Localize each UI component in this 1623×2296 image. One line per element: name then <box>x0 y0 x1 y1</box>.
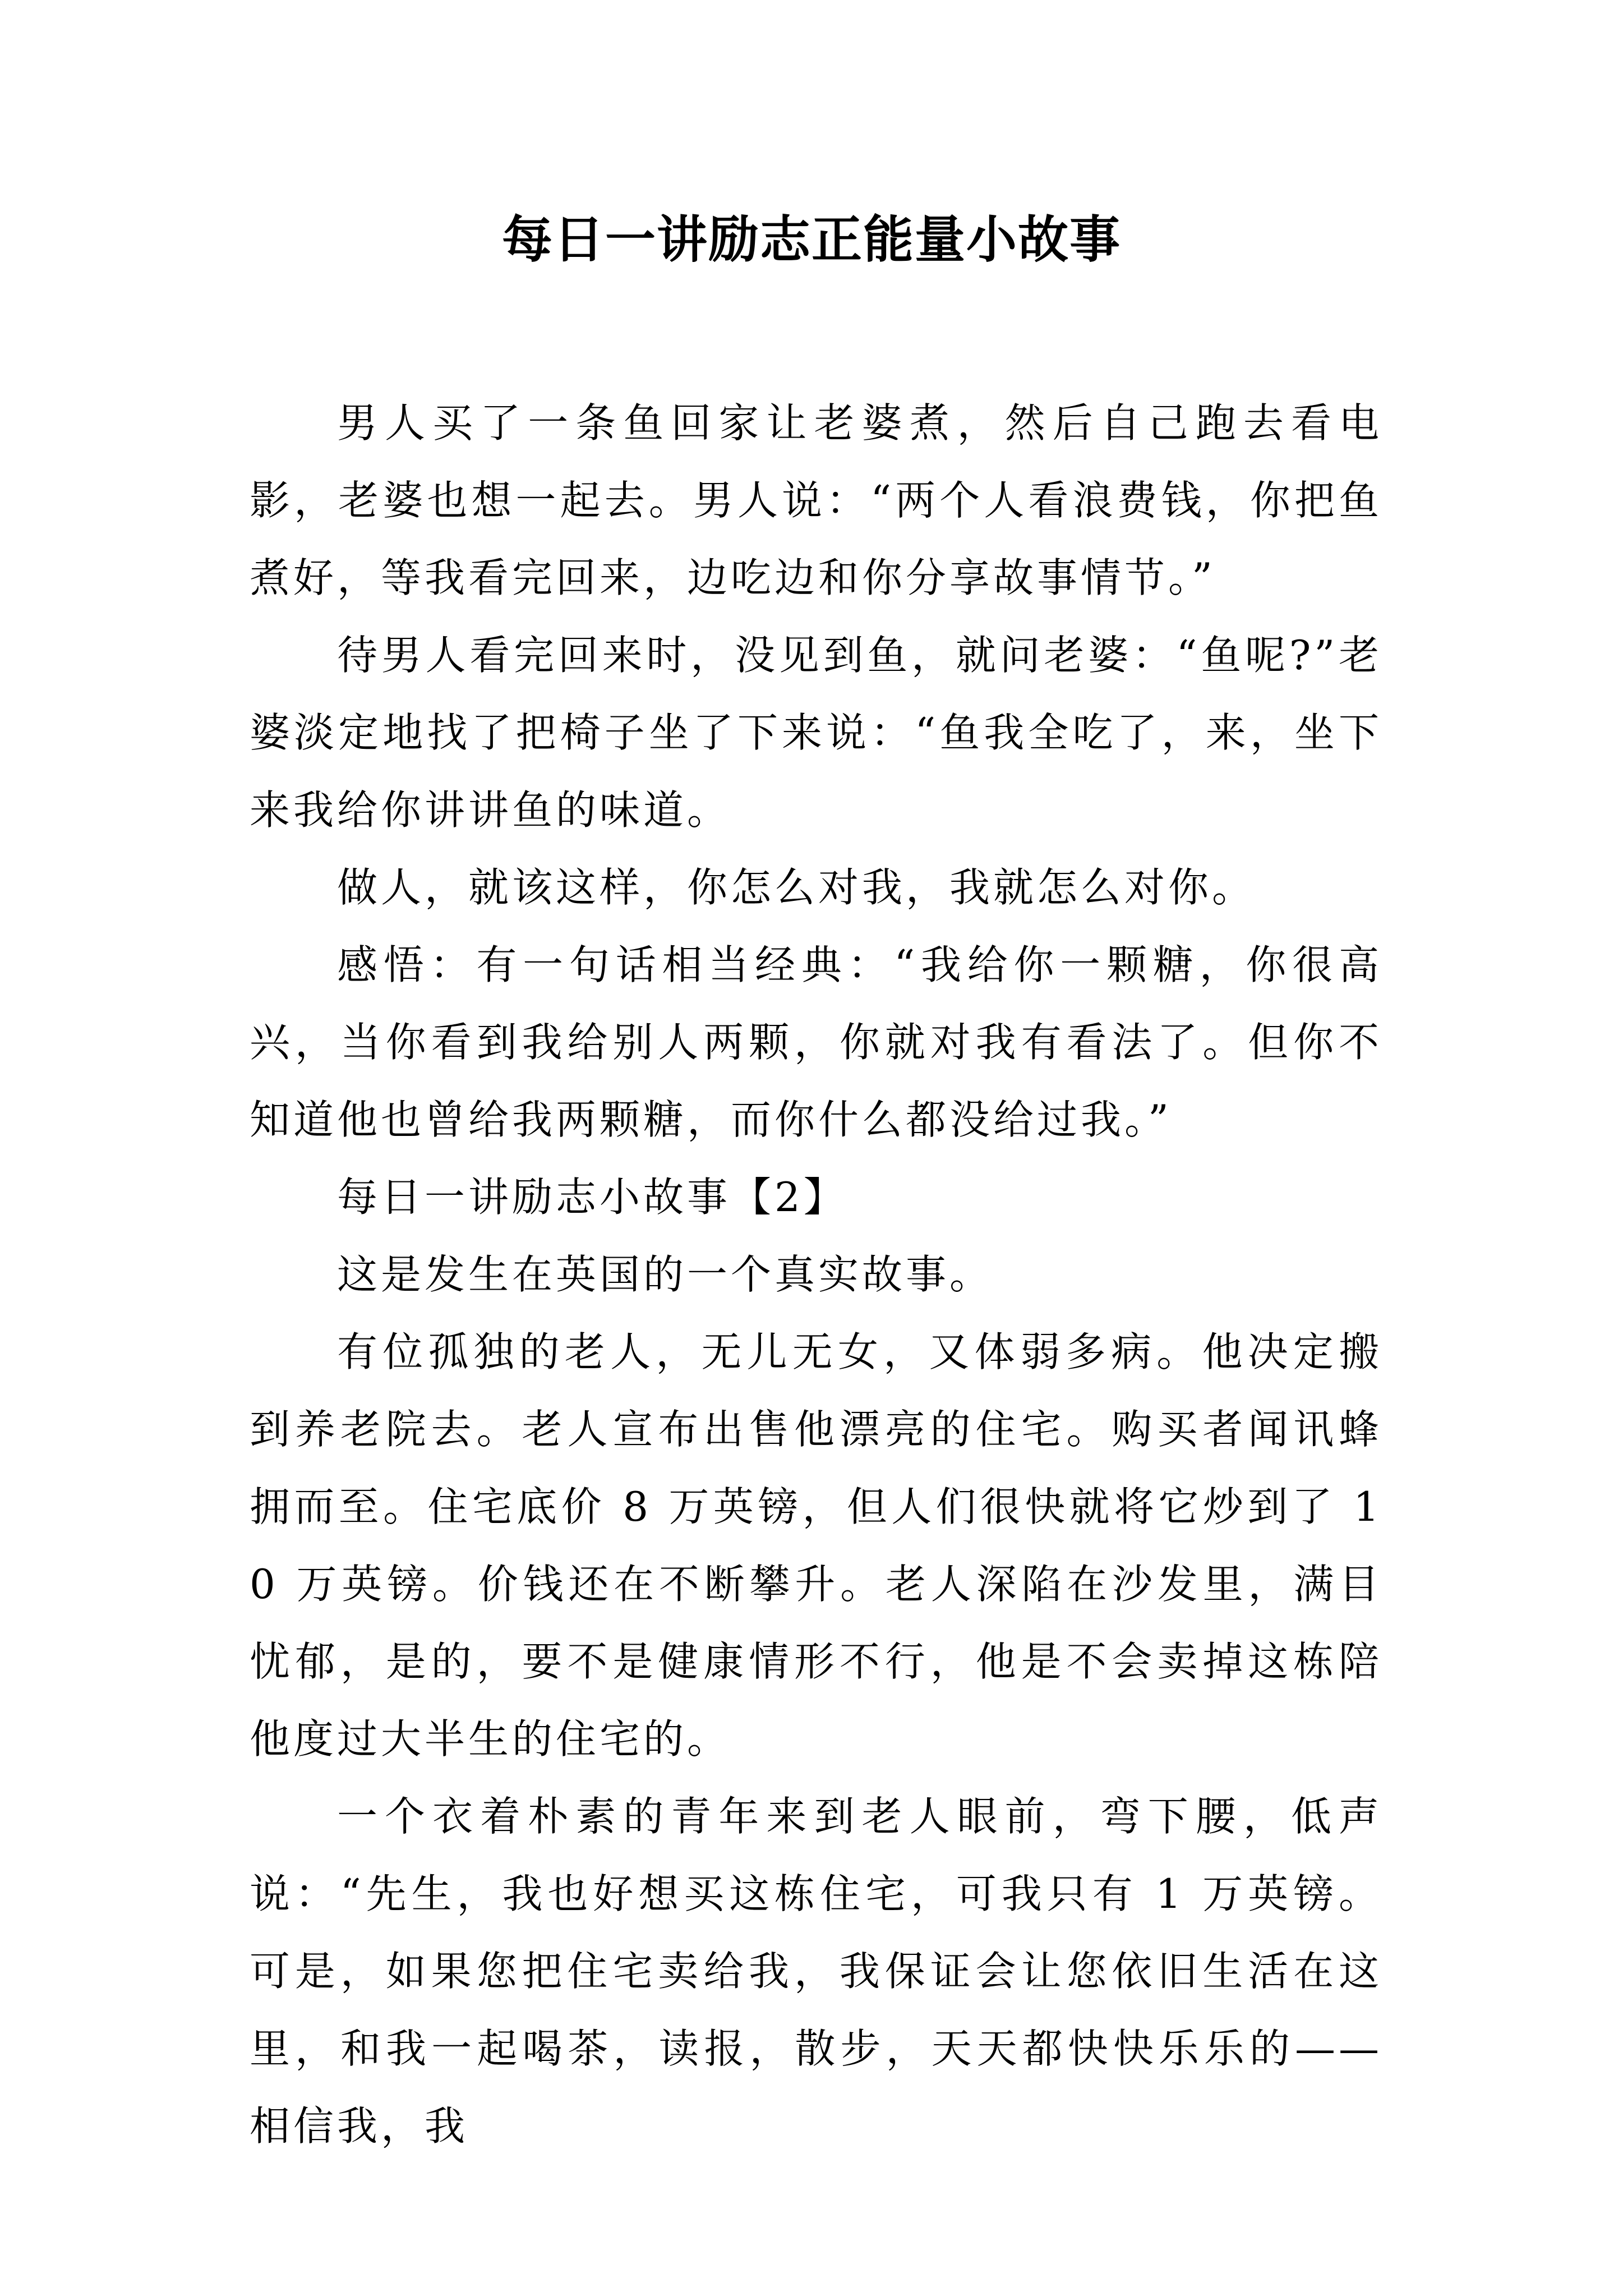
paragraph-4: 感悟：有一句话相当经典：“我给你一颗糖，你很高兴，当你看到我给别人两颗，你就对我有看法了。但你不知道他也曾给我两颗糖，而你什么都没给过我。” <box>250 941 1382 1143</box>
paragraph-1: 男人买了一条鱼回家让老婆煮，然后自己跑去看电影，老婆也想一起去。男人说：“两个人看浪费钱，你把鱼煮好，等我看完回来，边吃边和你分享故事情节。” <box>250 399 1382 601</box>
document-body <box>250 384 1382 2165</box>
section-heading-2: 每日一讲励志小故事【2】 <box>337 1174 847 1221</box>
paragraph-2: 待男人看完回来时，没见到鱼，就问老婆：“鱼呢?”老婆淡定地找了把椅子坐了下来说：“鱼我全吃了，来，坐下来我给你讲讲鱼的味道。 <box>250 632 1382 834</box>
paragraph-8: 一个衣着朴素的青年来到老人眼前，弯下腰，低声说：“先生，我也好想买这栋住宅，可我只有 1 万英镑。可是，如果您把住宅卖给我，我保证会让您依旧生活在这里，和我一起喝茶，读报，散步，天天都快快乐乐的——相信我，我 <box>250 1793 1382 2150</box>
paragraph-7: 有位孤独的老人，无儿无女，又体弱多病。他决定搬到养老院去。老人宣布出售他漂亮的住宅。购买者闻讯蜂拥而至。住宅底价 8 万英镑，但人们很快就将它炒到了 10 万英镑。价钱还在不断攀升。老人深陷在沙发里，满目忧郁，是的，要不是健康情形不行，他是不会卖掉这栋陪他度过大半生的住宅的。 <box>250 1328 1382 1763</box>
paragraph-6: 这是发生在英国的一个真实故事。 <box>337 1251 994 1298</box>
paragraph-3: 做人，就该这样，你怎么对我，我就怎么对你。 <box>337 864 1256 911</box>
document-title: 每日一讲励志正能量小故事 <box>502 210 1121 269</box>
